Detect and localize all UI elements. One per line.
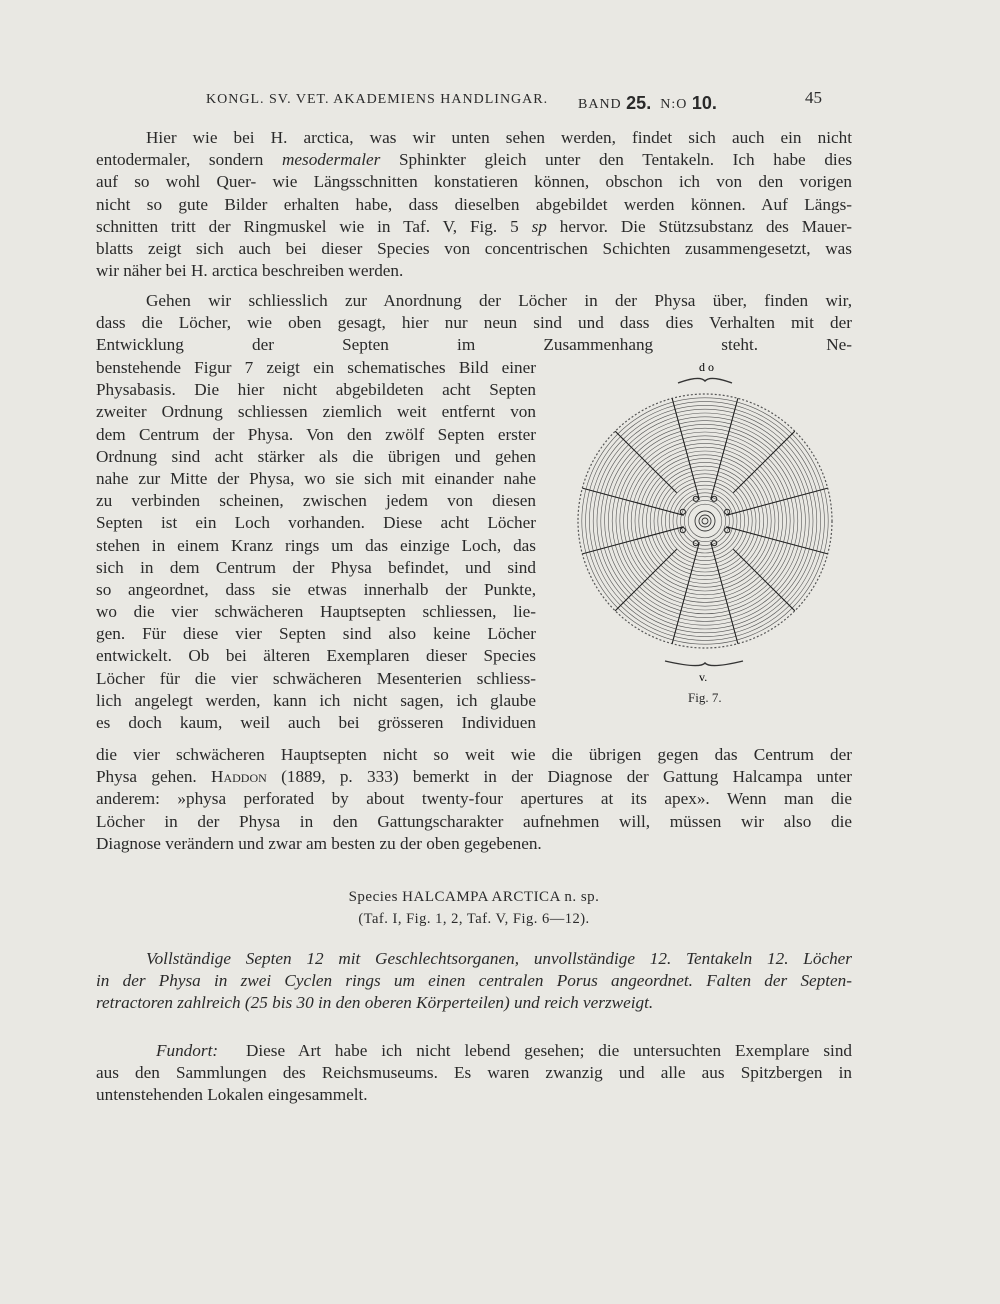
- no-number: 10.: [691, 93, 717, 113]
- text-line: blatts zeigt sich auch bei dieser Species von concentrischen Schichten zusammengesetzt, was: [96, 238, 852, 258]
- species-heading-text: Species HALCAMPA ARCTICA n. sp.: [348, 889, 600, 905]
- ring: [688, 504, 722, 538]
- journal-title: KONGL. SV. VET. AKADEMIENS HANDLINGAR.: [206, 92, 549, 107]
- paragraph-physa-narrow: [96, 357, 536, 734]
- text-line: nahe zur Mitte der Physa, wo sie sich mit einander nahe: [96, 468, 536, 488]
- species-heading: [96, 889, 852, 906]
- text-line: gen. Für diese vier Septen sind also keine Löcher: [96, 624, 536, 644]
- text-line: die vier schwächeren Hauptsepten nicht so weit wie die übrigen gegen das Centrum der: [96, 745, 852, 764]
- text-line: so angeordnet, dass sie etwas innerhalb der Punkte,: [96, 579, 536, 599]
- septa-lines: [582, 398, 827, 643]
- author-name: Haddon: [211, 767, 267, 787]
- band-number: 25.: [626, 93, 652, 113]
- text-line: lich angelegt werden, kann ich nicht sagen, ich glaube: [96, 690, 536, 710]
- text-line: dem Centrum der Physa. Von den zwölf Septen erster: [96, 424, 536, 444]
- central-porus: [695, 511, 715, 531]
- physa-hole: [725, 509, 730, 514]
- ring: [673, 489, 737, 553]
- physa-diagram: [560, 355, 850, 715]
- text-line: Gehen wir schliesslich zur Anordnung der Löcher in der Physa über, finden wir,: [146, 291, 852, 310]
- ring: [669, 485, 741, 557]
- text-line: entwickelt. Ob bei älteren Exemplaren dieser Species: [96, 646, 536, 666]
- text-line: Septen ist ein Loch vorhanden. Diese acht Löcher: [96, 513, 536, 533]
- bottom-brace: [665, 661, 743, 666]
- text-line: sich in dem Centrum der Physa befindet, und sind: [96, 557, 536, 577]
- text-line: schnitten tritt der Ringmuskel wie in Taf. V, Fig. 5 sp hervor. Die Stützsubstanz des Mauer-: [96, 216, 852, 236]
- italic-term: sp: [531, 216, 547, 236]
- text-line: dass die Löcher, wie oben gesagt, hier nur neun sind und dass dies Verhalten mit der: [96, 313, 852, 333]
- figure-caption: Fig. 7.: [688, 690, 722, 705]
- text-line: zweiter Ordnung schliessen ziemlich weit entfernt von: [96, 402, 536, 422]
- ventral-label: v.: [699, 670, 708, 684]
- physa-hole: [693, 496, 698, 501]
- text-line: benstehende Figur 7 zeigt ein schematisches Bild einer: [96, 358, 536, 377]
- text-line: in der Physa in zwei Cyclen rings um einen centralen Porus angeordnet. Falten der Septen-: [96, 971, 852, 991]
- fundort-line: [96, 1040, 852, 1062]
- text-line: Vollständige Septen 12 mit Geschlechtsorganen, unvollständige 12. Tentakeln 12. Löcher: [146, 949, 852, 968]
- physa-hole: [680, 528, 685, 533]
- text-line: Diagnose verändern und zwar am besten zu der oben gegebenen.: [96, 833, 542, 853]
- fundort-label: Fundort:: [156, 1041, 219, 1060]
- text-line: anderem: »physa perforated by about twenty-four apertures at its apex». Wenn man die: [96, 789, 852, 809]
- text-line: Physabasis. Die hier nicht abgebildeten acht Septen: [96, 380, 536, 400]
- paragraph-sphinkter: [96, 127, 852, 282]
- volume-info: [578, 92, 717, 113]
- text-line: Löcher für die vier schwächeren Mesenterien schliess-: [96, 668, 536, 688]
- paragraph-physa-tail: [96, 744, 852, 855]
- physa-hole: [725, 528, 730, 533]
- ring: [677, 493, 733, 549]
- text-line: retractoren zahlreich (25 bis 30 in den oberen Körperteilen) und reich verzweigt.: [96, 993, 654, 1013]
- fundort-line-text: Diese Art habe ich nicht lebend gesehen; die untersuchten Exemplare sind: [245, 1041, 852, 1060]
- text-line: wo die vier schwächeren Hauptsepten schliessen, lie-: [96, 602, 536, 622]
- physa-hole: [693, 541, 698, 546]
- physa-hole: [712, 541, 717, 546]
- top-brace: [678, 378, 732, 383]
- dorsal-label: d o: [699, 360, 714, 374]
- text-line: stehen in einem Kranz rings um das einzige Loch, das: [96, 535, 536, 555]
- text-line: wir näher bei H. arctica beschreiben werden.: [96, 261, 404, 281]
- species-reference: (Taf. I, Fig. 1, 2, Taf. V, Fig. 6—12).: [358, 911, 590, 927]
- text-line: Hier wie bei H. arctica, was wir unten sehen werden, findet sich auch ein nicht: [146, 128, 852, 147]
- text-line: nicht so gute Bilder erhalten habe, dass dieselben abgebildet werden können. Auf Längs-: [96, 194, 852, 214]
- text-line: Physa gehen. Haddon (1889, p. 333) bemerkt in der Diagnose der Gattung Halcampa unter: [96, 767, 852, 787]
- page-number: 45: [805, 88, 822, 107]
- fundort-paragraph: [96, 1040, 852, 1107]
- central-porus: [699, 515, 711, 527]
- text-line: Entwicklung der Septen im Zusammenhang steht. Ne-: [96, 335, 852, 355]
- physa-hole: [712, 496, 717, 501]
- ring: [665, 481, 744, 560]
- species-diagnosis: [96, 948, 852, 1015]
- italic-term: mesodermaler: [281, 150, 381, 170]
- text-line: entodermaler, sondern mesodermaler Sphinkter gleich unter den Tentakeln. Ich habe dies: [96, 150, 852, 170]
- text-line: Ordnung sind acht stärker als die übrigen und gehen: [96, 446, 536, 466]
- central-porus: [702, 518, 708, 524]
- physa-hole: [680, 509, 685, 514]
- text-line: Löcher in der Physa in den Gattungscharakter aufnehmen will, müssen wir also die: [96, 811, 852, 831]
- running-header: [96, 88, 852, 114]
- text-line: zu verbinden scheinen, zwischen jedem von diesen: [96, 491, 536, 511]
- paragraph-physa-intro: [96, 290, 852, 357]
- fundort-line: aus den Sammlungen des Reichsmuseums. Es waren zwanzig und alle aus Spitzbergen in: [96, 1063, 852, 1083]
- band-label: BAND: [578, 97, 622, 112]
- text-line: es doch kaum, weil auch bei grösseren Individuen: [96, 713, 536, 732]
- ring: [684, 500, 725, 541]
- fundort-line: untenstehenden Lokalen eingesammelt.: [96, 1085, 368, 1105]
- figure-7: [560, 355, 850, 715]
- text-line: auf so wohl Quer- wie Längsschnitten konstatieren können, obschon ich von den vorigen: [96, 172, 852, 192]
- no-label: N:O: [660, 97, 688, 112]
